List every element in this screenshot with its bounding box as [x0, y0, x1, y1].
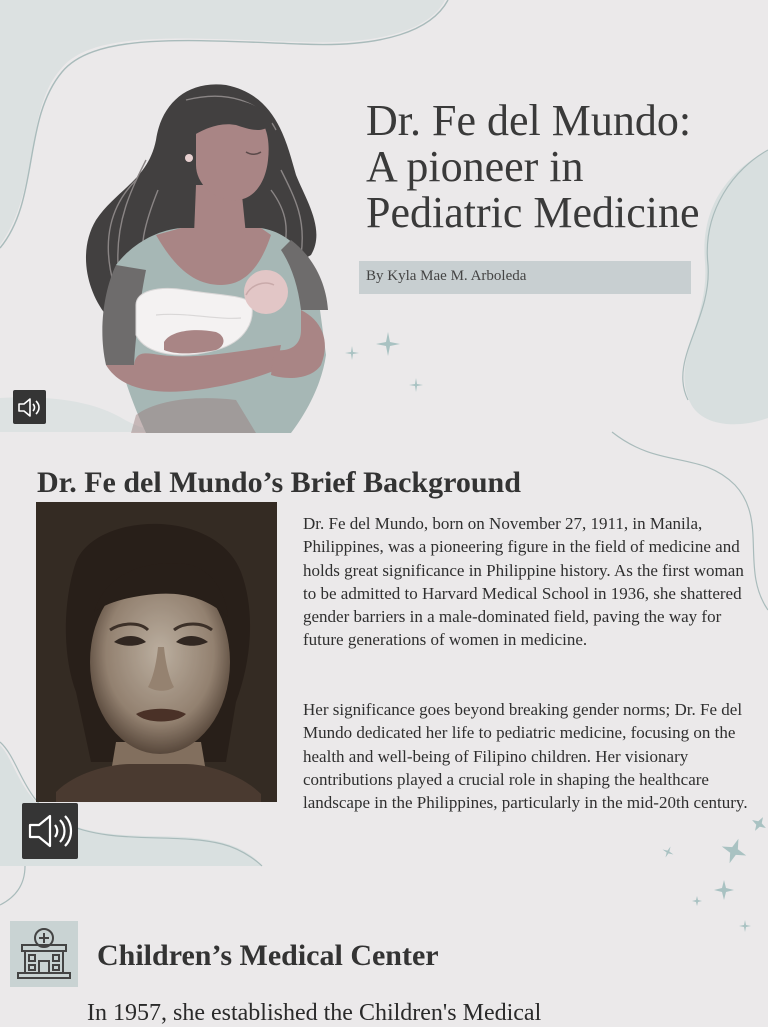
background-paragraph: Dr. Fe del Mundo, born on November 27, 1911, in Manila, Philippines, was a pioneering figure in the field of medicine and holds great significance in Philippine history. As the first woman to be admitted to Harvard Medical School in 1936, she shattered gender barriers in a male-dominated field, paving the way for future generations of women in medicine.	[303, 514, 744, 650]
mother-holding-baby-illustration	[76, 80, 338, 433]
section-heading: Children’s Medical Center	[97, 939, 439, 972]
background-paragraph: Her significance goes beyond breaking gender norms; Dr. Fe del Mundo dedicated her life to pediatric medicine, focusing on the health and well-being of Filipino children. Her visionary contributions played a crucial role in shaping the healthcare landscape in the Philippines, particularly in the mid-20th century.	[303, 700, 748, 813]
speaker-icon[interactable]	[13, 390, 46, 424]
title-line: A pioneer in	[366, 142, 584, 191]
hospital-icon	[10, 921, 78, 987]
title-line: Pediatric Medicine	[366, 188, 700, 237]
title-line: Dr. Fe del Mundo:	[366, 96, 692, 145]
portrait-photo	[36, 502, 277, 802]
medical-center-paragraph: In 1957, she established the Children's Medical	[87, 1000, 542, 1026]
speaker-icon[interactable]	[22, 803, 78, 859]
slide-title	[366, 98, 766, 236]
author-name: By Kyla Mae M. Arboleda	[366, 268, 527, 284]
section-heading: Dr. Fe del Mundo’s Brief Background	[37, 466, 521, 499]
